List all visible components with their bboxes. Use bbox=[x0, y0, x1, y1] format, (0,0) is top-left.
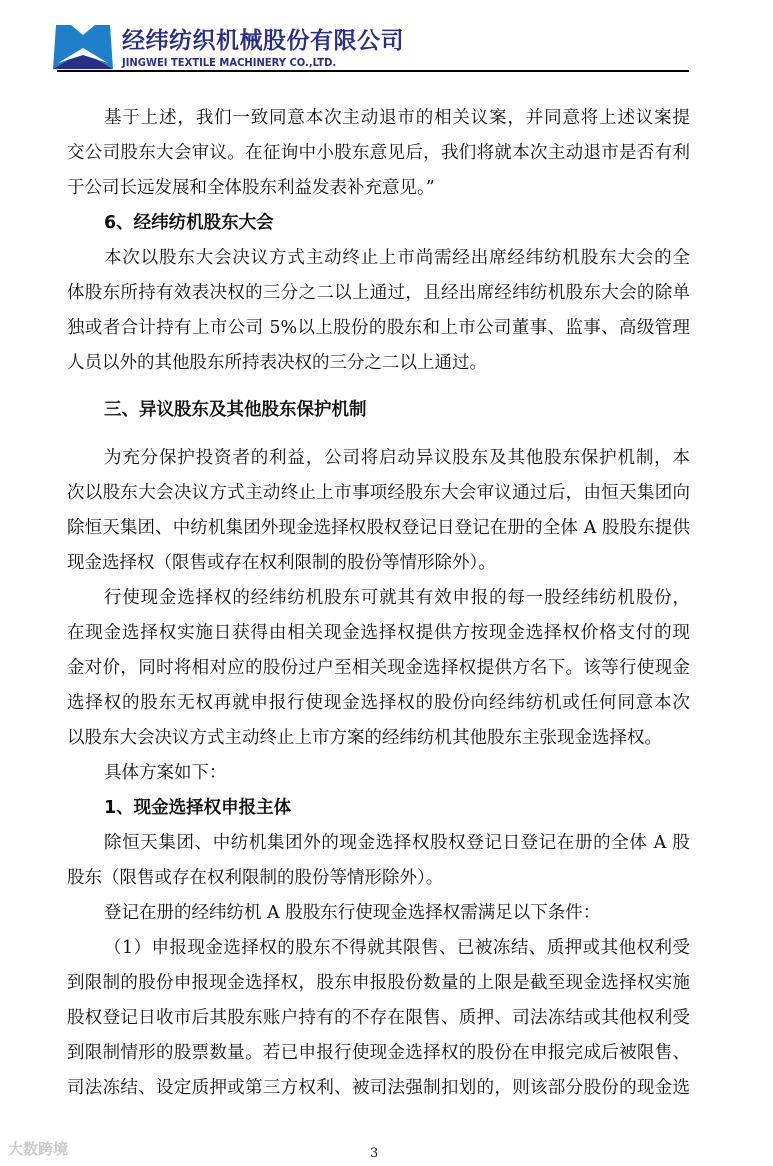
paragraph-line: 到限制情形的股票数量。若已申报行使现金选择权的股份在申报完成后被限售、 bbox=[67, 1043, 690, 1063]
paragraph-line: 选择权的股东无权再就申报行使现金选择权的股份向经纬纺机或任何同意本次 bbox=[67, 693, 690, 713]
watermark: 大数跨境 bbox=[8, 1140, 69, 1158]
company-logo bbox=[53, 25, 113, 69]
paragraph-line: 以股东大会决议方式主动终止上市方案的经纬纺机其他股东主张现金选择权。 bbox=[67, 728, 662, 748]
paragraph-line: 行使现金选择权的经纬纺机股东可就其有效申报的每一股经纬纺机股份， bbox=[104, 588, 690, 608]
paragraph bbox=[67, 581, 690, 756]
paragraph-line: 现金选择权（限售或存在权利限制的股份等情形除外）。 bbox=[67, 553, 496, 573]
paragraph bbox=[67, 101, 690, 206]
paragraph-line: 独或者合计持有上市公司 5%以上股份的股东和上市公司董事、监事、高级管理 bbox=[67, 318, 690, 338]
paragraph-line: 登记在册的经纬纺机 A 股股东行使现金选择权需满足以下条件： bbox=[104, 903, 601, 923]
paragraph-line: 于公司长远发展和全体股东利益发表补充意见。” bbox=[67, 178, 435, 198]
paragraph-line: 体股东所持有效表决权的三分之二以上通过，且经出席经纬纺机股东大会的除单 bbox=[67, 283, 690, 303]
paragraph bbox=[67, 896, 690, 931]
section-heading: 三、异议股东及其他股东保护机制 bbox=[104, 400, 367, 420]
paragraph bbox=[67, 756, 690, 791]
paragraph-line: 到限制的股份申报现金选择权，股东申报股份数量的上限是截至现金选择权实施 bbox=[67, 973, 690, 993]
paragraph bbox=[67, 241, 690, 381]
page-number: 3 bbox=[370, 1146, 379, 1161]
section-heading: 6、经纬纺机股东大会 bbox=[104, 213, 274, 233]
paragraph-line: 次以股东大会决议方式主动终止上市事项经股东大会审议通过后，由恒天集团向 bbox=[67, 483, 690, 503]
paragraph-line: 本次以股东大会决议方式主动终止上市尚需经出席经纬纺机股东大会的全 bbox=[104, 248, 690, 268]
company-name-en: JINGWEI TEXTILE MACHINERY CO.,LTD. bbox=[122, 57, 337, 69]
paragraph-line: 交公司股东大会审议。在征询中小股东意见后，我们将就本次主动退市是否有利 bbox=[67, 143, 690, 163]
paragraph-line: 具体方案如下： bbox=[104, 763, 227, 783]
paragraph-line: 金对价，同时将相对应的股份过户至相关现金选择权提供方名下。该等行使现金 bbox=[67, 658, 690, 678]
paragraph-line: 为充分保护投资者的利益，公司将启动异议股东及其他股东保护机制，本 bbox=[104, 448, 690, 468]
paragraph-line: 基于上述，我们一致同意本次主动退市的相关议案，并同意将上述议案提 bbox=[104, 108, 690, 128]
header-divider bbox=[57, 70, 689, 72]
paragraph bbox=[67, 931, 690, 1106]
paragraph bbox=[67, 441, 690, 581]
paragraph-line: 司法冻结、设定质押或第三方权利、被司法强制扣划的，则该部分股份的现金选 bbox=[67, 1078, 690, 1098]
company-name-cn: 经纬纺织机械股份有限公司 bbox=[122, 28, 404, 54]
document-body bbox=[67, 101, 690, 1106]
paragraph-line: 在现金选择权实施日获得由相关现金选择权提供方按现金选择权价格支付的现 bbox=[67, 623, 690, 643]
paragraph-line: 股东（限售或存在权利限制的股份等情形除外）。 bbox=[67, 868, 444, 888]
paragraph bbox=[67, 826, 690, 896]
paragraph-line: 人员以外的其他股东所持表决权的三分之二以上通过。 bbox=[67, 353, 487, 373]
paragraph-line: 股权登记日收市后其股东账户持有的不存在限售、质押、司法冻结或其他权利受 bbox=[67, 1008, 690, 1028]
paragraph-line: 除恒天集团、中纺机集团外的现金选择权股权登记日登记在册的全体 A 股 bbox=[104, 833, 690, 853]
paragraph-line: （1）申报现金选择权的股东不得就其限售、已被冻结、质押或其他权利受 bbox=[104, 938, 690, 958]
paragraph-line: 除恒天集团、中纺机集团外现金选择权股权登记日登记在册的全体 A 股股东提供 bbox=[67, 518, 690, 538]
section-heading: 1、现金选择权申报主体 bbox=[104, 798, 292, 818]
